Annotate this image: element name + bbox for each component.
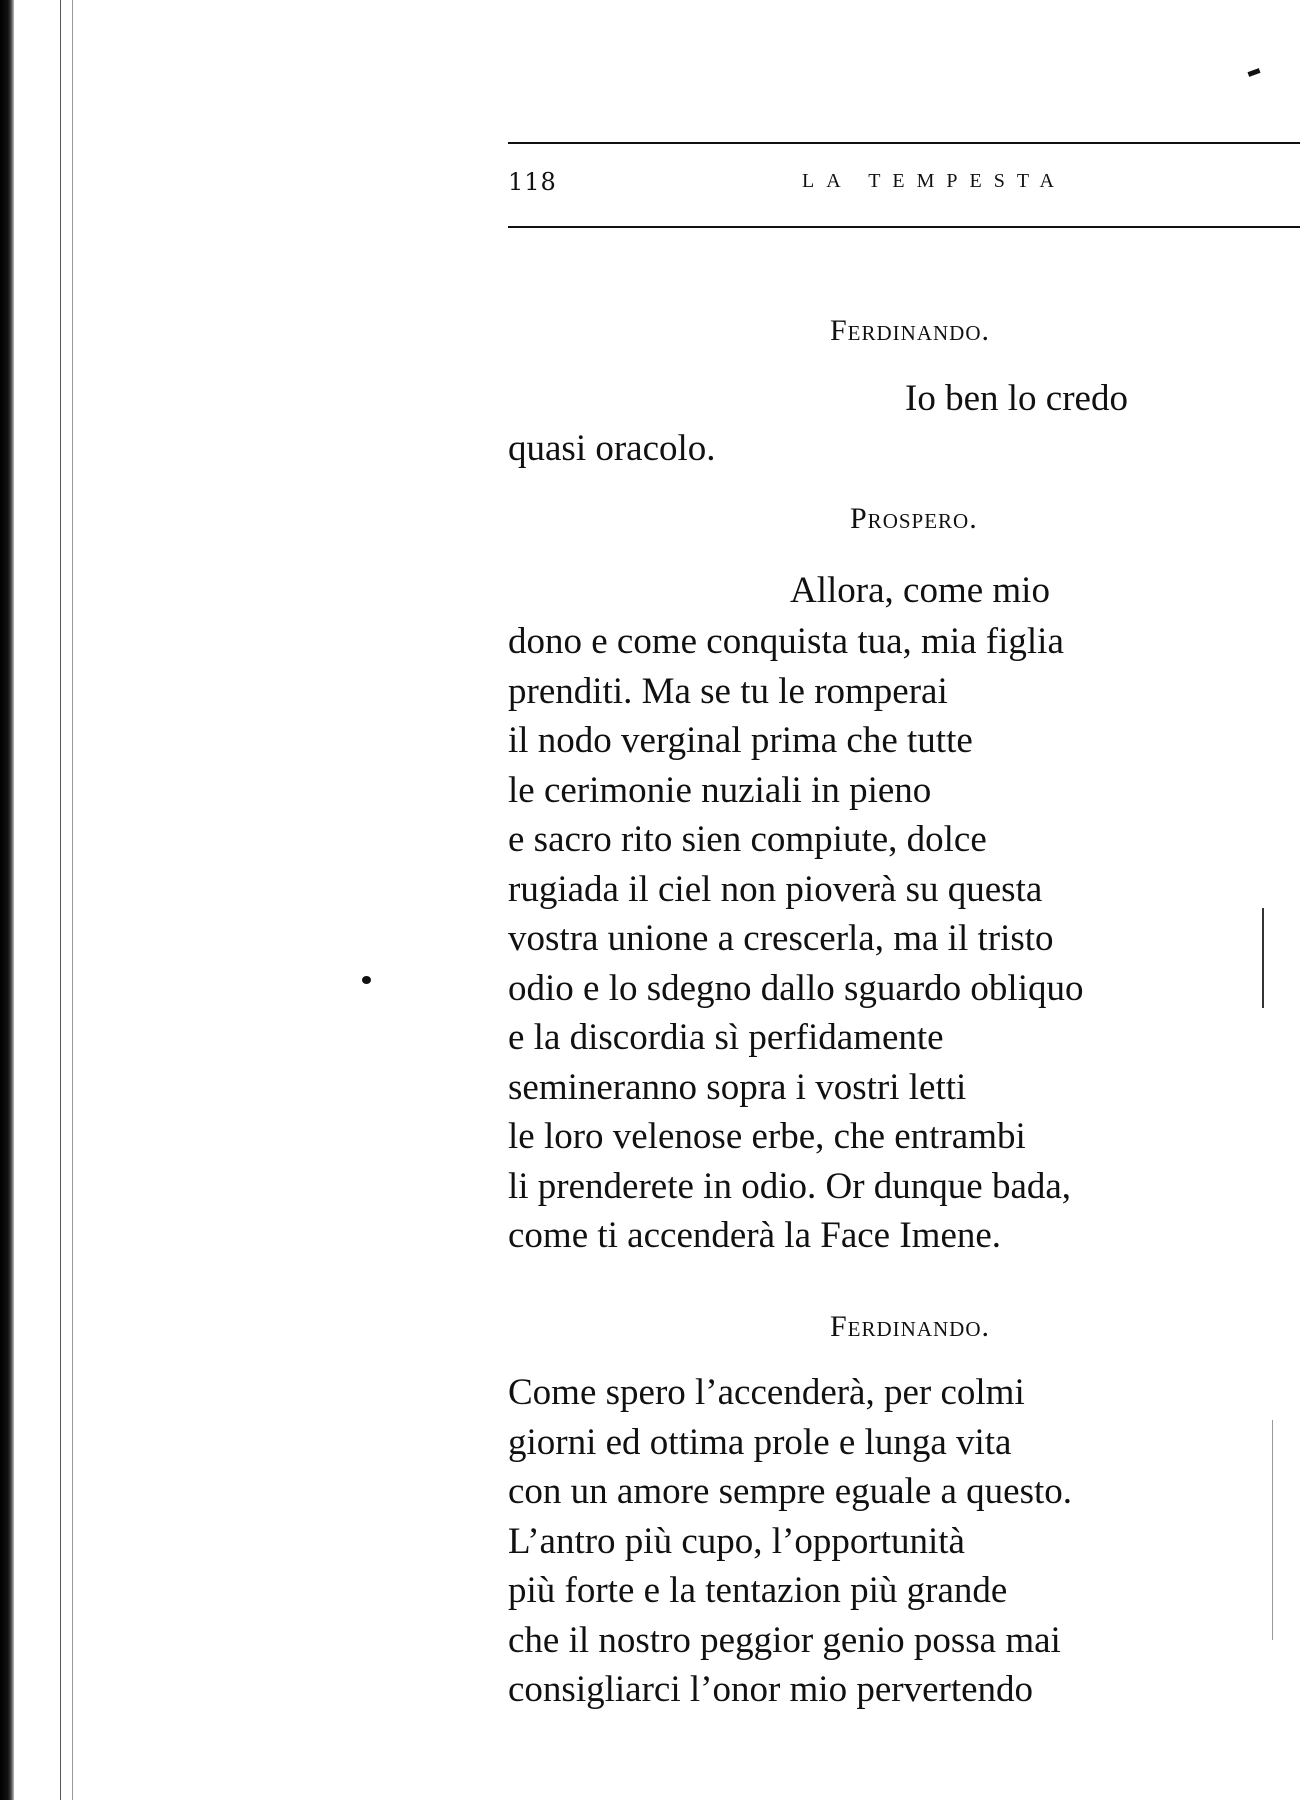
ink-speck (1248, 68, 1261, 77)
verse-line: con un amore sempre eguale a questo. (508, 1471, 1073, 1512)
verse-line: quasi oracolo. (508, 428, 716, 469)
verse-line: odio e lo sdegno dallo sguardo obliquo (508, 967, 1084, 1009)
verse-line: rugiada il ciel non pioverà su questa (508, 868, 1043, 910)
verse-line: che il nostro peggior genio possa mai (508, 1619, 1061, 1661)
speaker-prospero: Prospero. (850, 502, 978, 535)
ink-speck (362, 976, 371, 984)
verse-line: dono e come conquista tua, mia figlia (508, 621, 1064, 662)
verse-line: le loro velenose erbe, che entrambi (508, 1116, 1026, 1157)
page-number: 118 (508, 168, 557, 196)
speaker-ferdinando: Ferdinando. (830, 1310, 991, 1343)
verse-line: semineranno sopra i vostri letti (508, 1066, 967, 1108)
verse-line: il nodo verginal prima che tutte (508, 720, 973, 761)
verse-line: L’antro più cupo, l’opportunità (508, 1520, 965, 1562)
verse-line: come ti accenderà la Face Imene. (508, 1215, 1002, 1256)
speaker-ferdinando: Ferdinando. (830, 314, 991, 347)
header-rule-bottom (508, 226, 1300, 228)
verse-line: e la discordia sì perfidamente (508, 1017, 944, 1058)
verse-line: prenditi. Ma se tu le romperai (508, 670, 948, 712)
verse-line: Io ben lo credo (905, 378, 1128, 419)
ferdinando-speech (508, 1368, 1072, 1715)
verse-line: li prenderete in odio. Or dunque bada, (508, 1165, 1072, 1207)
verse-line: vostra unione a crescerla, ma il tristo (508, 918, 1054, 959)
verse-line: Allora, come mio (790, 570, 1050, 611)
gutter-line (72, 0, 73, 1800)
running-title: LA TEMPESTA (802, 170, 1066, 192)
margin-mark (1262, 908, 1264, 1008)
prospero-speech (508, 617, 1084, 1261)
gutter-line (60, 0, 61, 1800)
margin-mark (1272, 1420, 1273, 1640)
verse-line: Come spero l’accenderà, per colmi (508, 1372, 1025, 1413)
verse-line: più forte e la tentazion più grande (508, 1570, 1008, 1611)
header-rule-top (508, 142, 1300, 144)
verse-line: giorni ed ottima prole e lunga vita (508, 1421, 1012, 1463)
verse-line: e sacro rito sien compiute, dolce (508, 819, 987, 860)
binding-gutter (0, 0, 14, 1800)
verse-line: consigliarci l’onor mio pervertendo (508, 1669, 1034, 1710)
verse-line: le cerimonie nuziali in pieno (508, 769, 932, 811)
